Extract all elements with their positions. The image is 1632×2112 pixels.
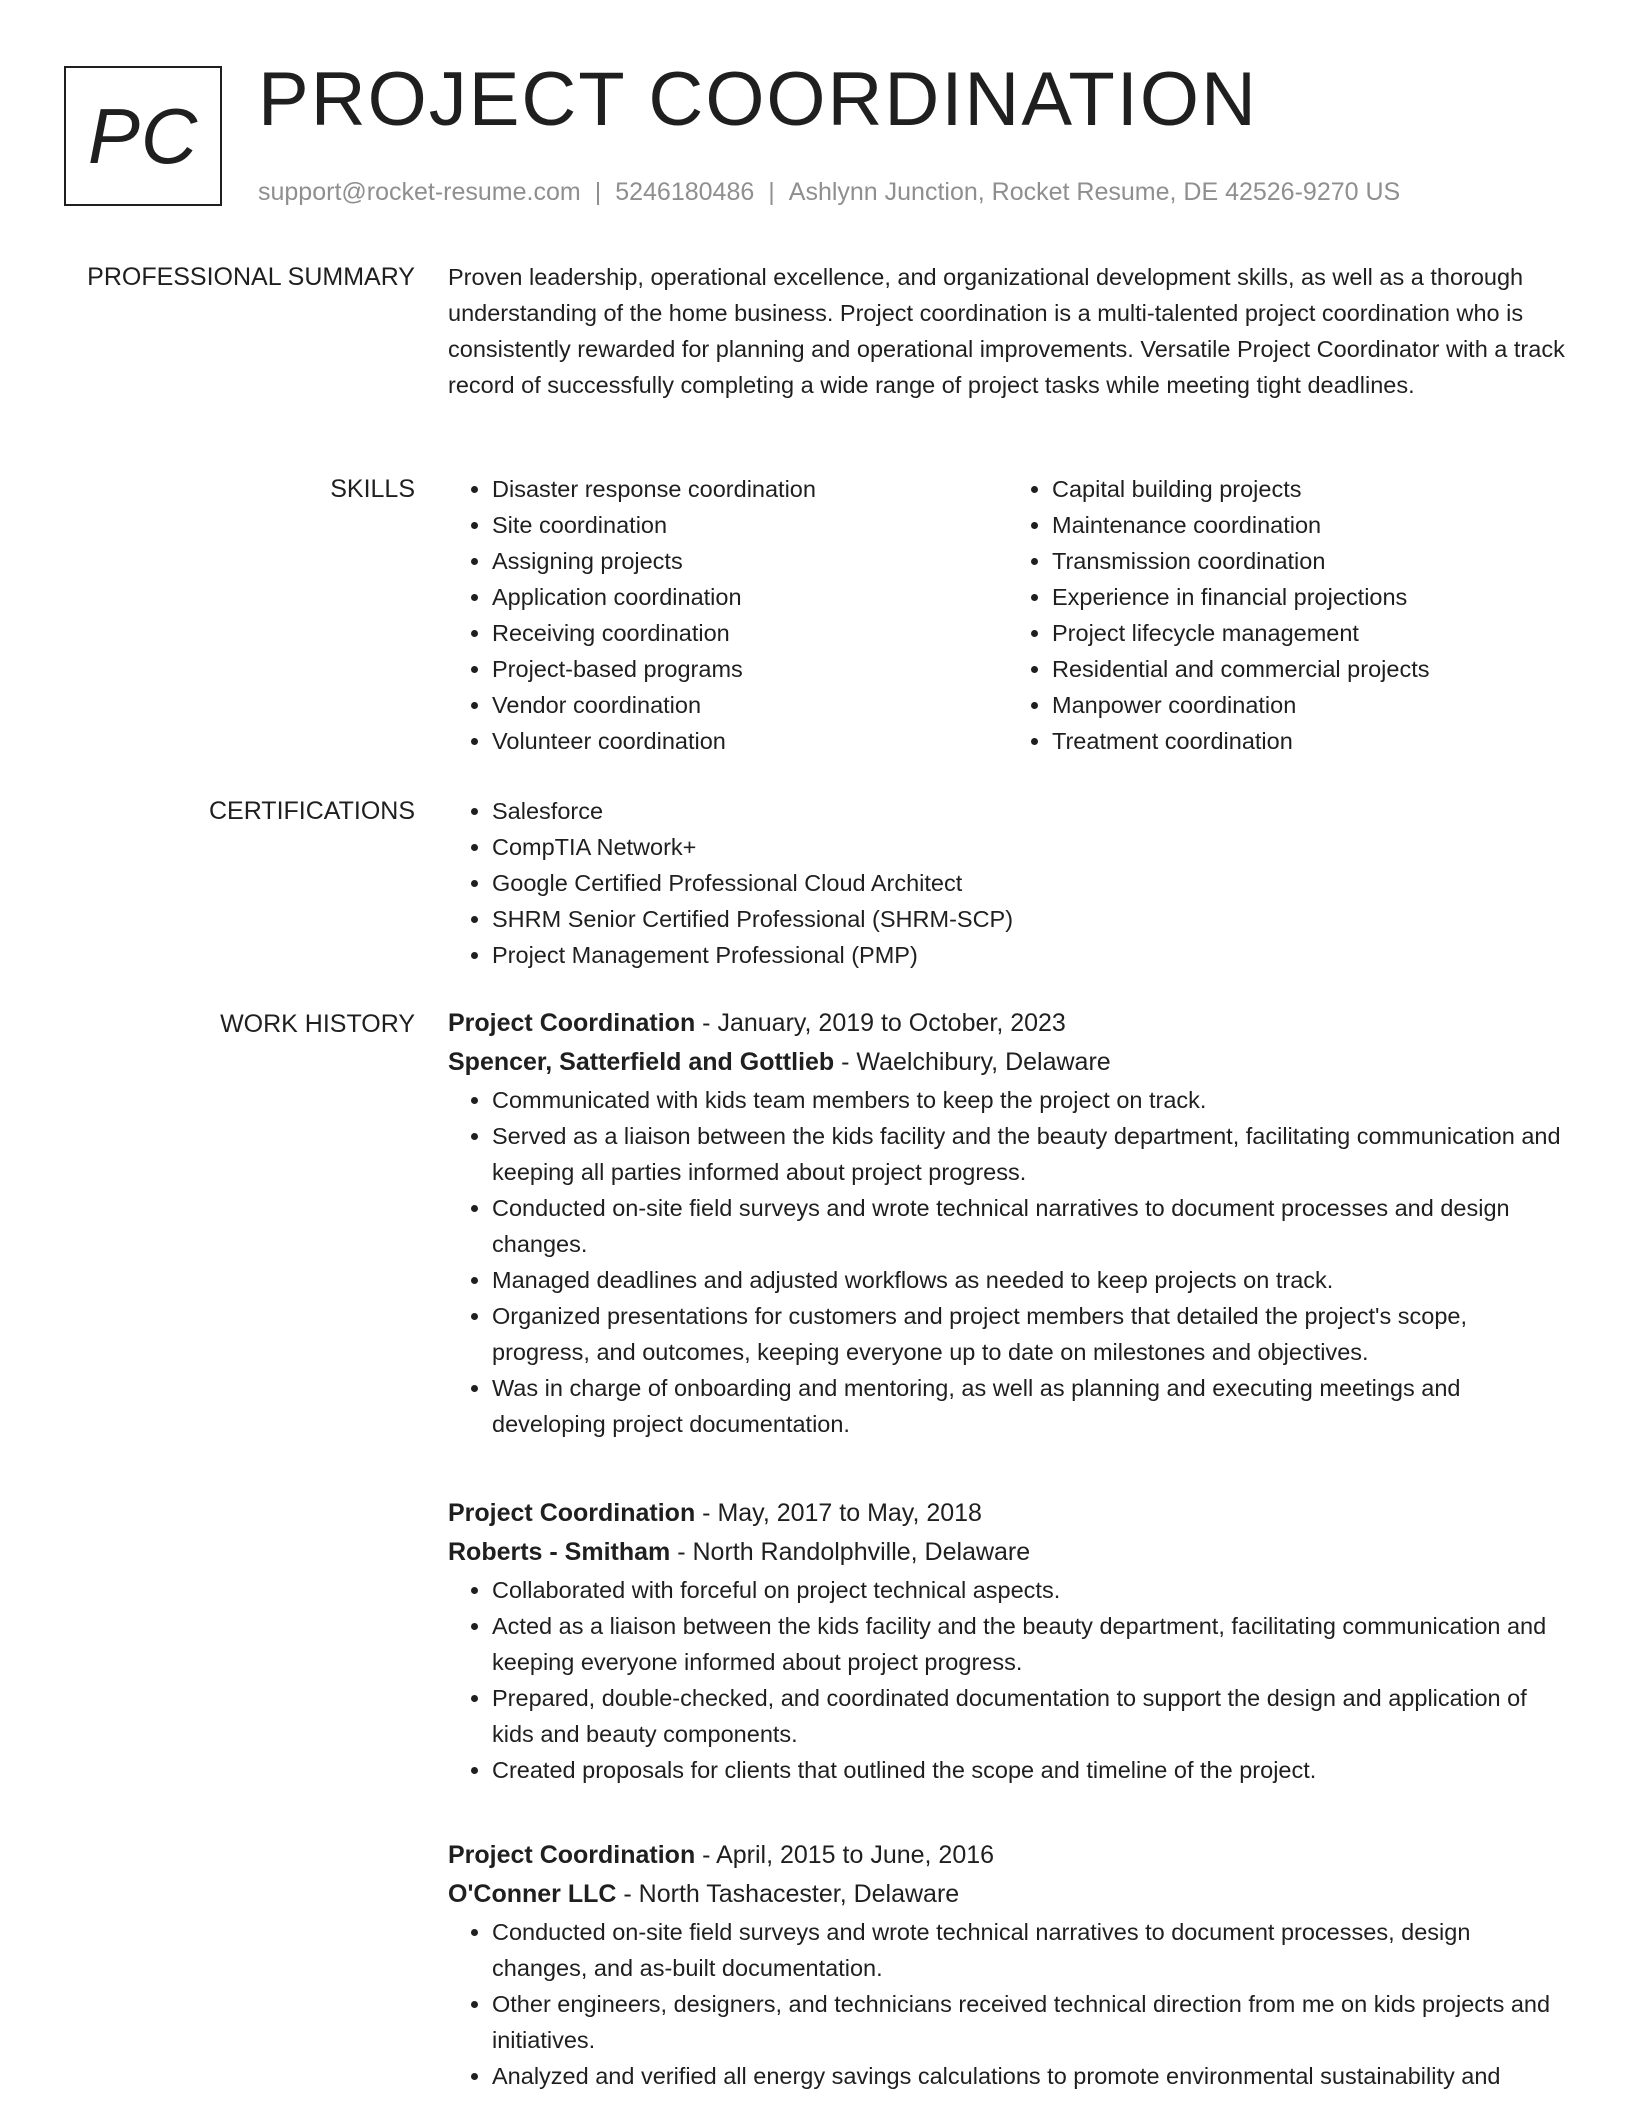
certification-item: • CompTIA Network+ bbox=[492, 829, 1568, 865]
job-bullet: • Communicated with kids team members to keep the project on track. bbox=[492, 1082, 1568, 1118]
skill-item: • Volunteer coordination bbox=[492, 723, 1008, 759]
skill-item: • Vendor coordination bbox=[492, 687, 1008, 723]
skill-item: • Receiving coordination bbox=[492, 615, 1008, 651]
job-bullets bbox=[448, 1572, 1568, 1788]
summary-label: PROFESSIONAL SUMMARY bbox=[87, 263, 415, 291]
certification-item: • Project Management Professional (PMP) bbox=[492, 937, 1568, 973]
certifications-section bbox=[448, 793, 1568, 973]
job-bullet: • Was in charge of onboarding and mentoring, as well as planning and executing meetings and developing project documentation. bbox=[492, 1370, 1568, 1442]
skill-item: • Residential and commercial projects bbox=[1052, 651, 1568, 687]
skills-list-left bbox=[448, 471, 1008, 759]
job-title-line bbox=[448, 1494, 1568, 1533]
job-bullet: • Analyzed and verified all energy savings calculations to promote environmental sustainability and bbox=[492, 2058, 1568, 2094]
contact-phone: 5246180486 bbox=[615, 178, 755, 206]
job-entry bbox=[448, 1004, 1568, 1442]
contact-address: Ashlynn Junction, Rocket Resume, DE 42526-9270 US bbox=[788, 178, 1401, 206]
job-title: Project Coordination bbox=[448, 1009, 696, 1037]
job-dates: - January, 2019 to October, 2023 bbox=[695, 1009, 1066, 1037]
skill-item: • Manpower coordination bbox=[1052, 687, 1568, 723]
skill-item: • Experience in financial projections bbox=[1052, 579, 1568, 615]
contact-email: support@rocket-resume.com bbox=[258, 178, 581, 206]
skill-item: • Application coordination bbox=[492, 579, 1008, 615]
job-bullet: • Other engineers, designers, and technicians received technical direction from me on kids projects and initiatives. bbox=[492, 1986, 1568, 2058]
job-bullet: • Organized presentations for customers and project members that detailed the project's scope, progress, and outcomes, keeping everyone up to date on milestones and objectives. bbox=[492, 1298, 1568, 1370]
job-company: O'Conner LLC bbox=[448, 1880, 617, 1908]
job-title: Project Coordination bbox=[448, 1841, 696, 1869]
job-bullet: • Served as a liaison between the kids facility and the beauty department, facilitating communication and keeping all parties informed about project progress. bbox=[492, 1118, 1568, 1190]
skills-grid bbox=[448, 471, 1568, 759]
certifications-list bbox=[448, 793, 1568, 973]
resume-name: PROJECT COORDINATION bbox=[258, 57, 1258, 142]
job-dates: - April, 2015 to June, 2016 bbox=[695, 1841, 995, 1869]
job-title-line bbox=[448, 1004, 1568, 1043]
certifications-label: CERTIFICATIONS bbox=[208, 797, 415, 825]
job-bullet: • Conducted on-site field surveys and wrote technical narratives to document processes, design changes, and as-built documentation. bbox=[492, 1914, 1568, 1986]
job-bullet: • Conducted on-site field surveys and wrote technical narratives to document processes and design changes. bbox=[492, 1190, 1568, 1262]
certification-item: • Google Certified Professional Cloud Architect bbox=[492, 865, 1568, 901]
certification-item: • SHRM Senior Certified Professional (SHRM-SCP) bbox=[492, 901, 1568, 937]
job-location: - Waelchibury, Delaware bbox=[834, 1048, 1111, 1076]
job-bullet: • Managed deadlines and adjusted workflows as needed to keep projects on track. bbox=[492, 1262, 1568, 1298]
job-bullets bbox=[448, 1082, 1568, 1442]
summary-section bbox=[448, 259, 1568, 403]
skill-item: • Project lifecycle management bbox=[1052, 615, 1568, 651]
job-bullets bbox=[448, 1914, 1568, 2094]
skill-item: • Disaster response coordination bbox=[492, 471, 1008, 507]
skill-item: • Project-based programs bbox=[492, 651, 1008, 687]
job-entry bbox=[448, 1836, 1568, 2094]
job-title: Project Coordination bbox=[448, 1499, 696, 1527]
skill-item: • Maintenance coordination bbox=[1052, 507, 1568, 543]
job-location: - North Tashacester, Delaware bbox=[616, 1880, 960, 1908]
skill-item: • Capital building projects bbox=[1052, 471, 1568, 507]
skills-section bbox=[448, 471, 1568, 759]
summary-text: Proven leadership, operational excellence, and organizational development skills, as well as a thorough understanding of the home business. Project coordination is a multi-talented project coordination who is consistently rewarded for planning and operational improvements. Versatile Project Coordinator with a track record of successfully completing a wide range of project tasks while meeting tight deadlines. bbox=[448, 264, 1565, 398]
job-dates: - May, 2017 to May, 2018 bbox=[695, 1499, 982, 1527]
skills-list-right bbox=[1008, 471, 1568, 759]
monogram-box bbox=[64, 66, 222, 206]
job-company: Spencer, Satterfield and Gottlieb bbox=[448, 1048, 835, 1076]
monogram-initials: PC bbox=[87, 92, 199, 180]
job-bullet: • Acted as a liaison between the kids facility and the beauty department, facilitating communication and keeping everyone informed about project progress. bbox=[492, 1608, 1568, 1680]
contact-separator: | bbox=[594, 178, 602, 206]
job-entry bbox=[448, 1494, 1568, 1788]
skill-item: • Transmission coordination bbox=[1052, 543, 1568, 579]
work-history-label: WORK HISTORY bbox=[220, 1010, 415, 1038]
job-location: - North Randolphville, Delaware bbox=[670, 1538, 1031, 1566]
job-title-line bbox=[448, 1836, 1568, 1875]
skill-item: • Treatment coordination bbox=[1052, 723, 1568, 759]
certification-item: • Salesforce bbox=[492, 793, 1568, 829]
contact-separator: | bbox=[768, 178, 775, 206]
skills-label: SKILLS bbox=[330, 475, 415, 503]
skill-item: • Assigning projects bbox=[492, 543, 1008, 579]
job-company: Roberts - Smitham bbox=[448, 1538, 671, 1566]
job-bullet: • Collaborated with forceful on project technical aspects. bbox=[492, 1572, 1568, 1608]
contact-line bbox=[258, 174, 1400, 210]
job-bullet: • Prepared, double-checked, and coordinated documentation to support the design and application of kids and beauty components. bbox=[492, 1680, 1568, 1752]
job-company-line bbox=[448, 1875, 1568, 1914]
job-company-line bbox=[448, 1533, 1568, 1572]
skill-item: • Site coordination bbox=[492, 507, 1008, 543]
job-company-line bbox=[448, 1043, 1568, 1082]
job-bullet: • Created proposals for clients that outlined the scope and timeline of the project. bbox=[492, 1752, 1568, 1788]
